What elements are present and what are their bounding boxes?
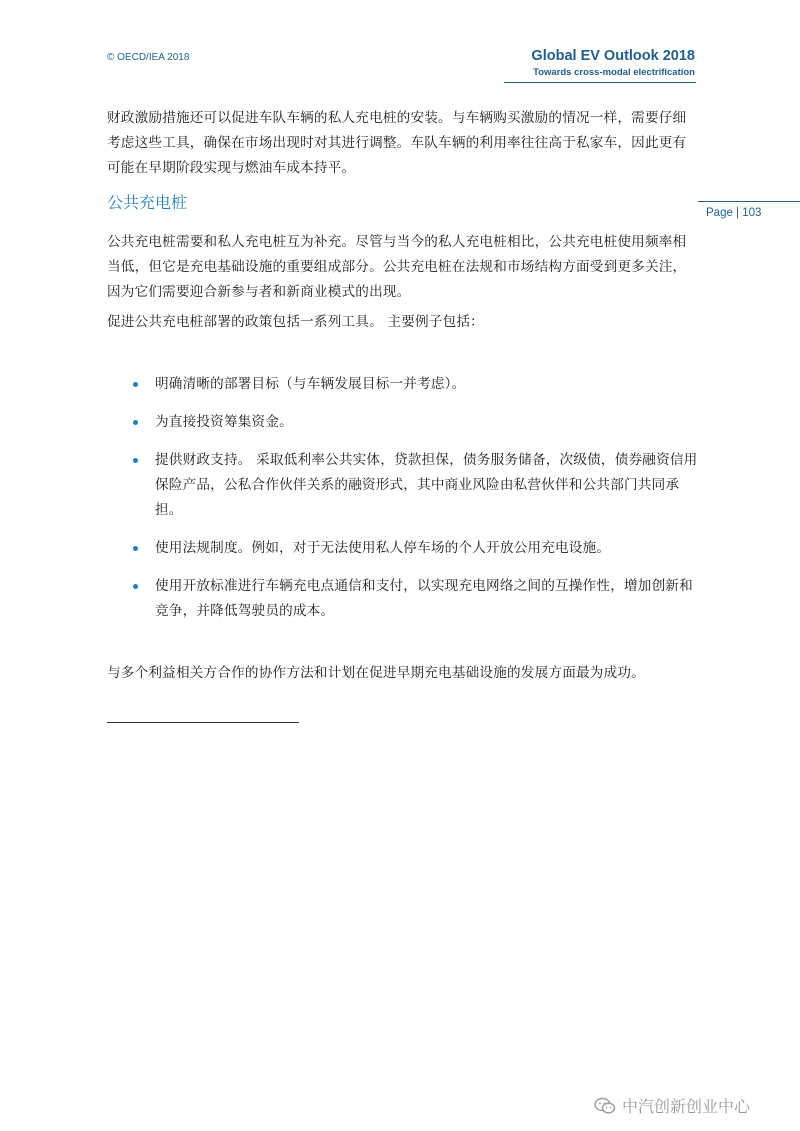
- report-subtitle: Towards cross-modal electrification: [533, 67, 695, 78]
- list-item-text: 为直接投资筹集资金。: [155, 414, 293, 430]
- section-paragraph-1: 公共充电桩需要和私人充电桩互为补充。尽管与当今的私人充电桩相比，公共充电桩使用频率相当低，但它是充电基础设施的重要组成部分。公共充电桩在法规和市场结构方面受到更多关注，因为它们需要迎合新参与者和新商业模式的出现。: [107, 234, 687, 300]
- bullet-dot-icon: [133, 584, 138, 589]
- page-number: Page | 103: [706, 207, 762, 219]
- list-item-text: 明确清晰的部署目标（与车辆发展目标一并考虑）。: [155, 376, 466, 392]
- copyright-notice: © OECD/IEA 2018: [107, 52, 190, 63]
- header-divider: [504, 82, 696, 83]
- list-item: [107, 372, 699, 397]
- list-item: [107, 574, 699, 624]
- watermark: [594, 1094, 750, 1117]
- wechat-icon: [594, 1097, 616, 1115]
- bullet-dot-icon: [133, 382, 138, 387]
- list-item-text: 使用开放标准进行车辆充电点通信和支付，以实现充电网络之间的互操作性，增加创新和竞争，并降低驾驶员的成本。: [155, 578, 693, 619]
- bullet-dot-icon: [133, 546, 138, 551]
- list-item: [107, 410, 699, 435]
- bullet-dot-icon: [133, 458, 138, 463]
- bullet-dot-icon: [133, 420, 138, 425]
- section-heading: 公共充电桩: [107, 193, 188, 212]
- list-item-text: 使用法规制度。例如，对于无法使用私人停车场的个人开放公用充电设施。: [155, 540, 611, 556]
- page-marker-divider: [698, 201, 800, 202]
- policy-bullet-list: [107, 372, 699, 624]
- list-item: [107, 448, 699, 523]
- report-title: Global EV Outlook 2018: [531, 48, 695, 64]
- footnote-divider: [107, 722, 299, 723]
- watermark-text: 中汽创新创业中心: [622, 1097, 751, 1116]
- list-item: [107, 536, 699, 561]
- list-item-text: 提供财政支持。 采取低利率公共实体，贷款担保，债务服务储备，次级债，债券融资信用保险产品，公私合作伙伴关系的融资形式，其中商业风险由私营伙伴和公共部门共同承担。: [155, 452, 698, 518]
- section-paragraph-2: 促进公共充电桩部署的政策包括一系列工具。 主要例子包括：: [107, 314, 484, 330]
- closing-paragraph: 与多个利益相关方合作的协作方法和计划在促进早期充电基础设施的发展方面最为成功。: [107, 665, 645, 681]
- intro-paragraph: 财政激励措施还可以促进车队车辆的私人充电桩的安装。与车辆购买激励的情况一样，需要仔细考虑这些工具，确保在市场出现时对其进行调整。车队车辆的利用率往往高于私家车，因此更有可能在早期阶段实现与燃油车成本持平。: [107, 110, 687, 176]
